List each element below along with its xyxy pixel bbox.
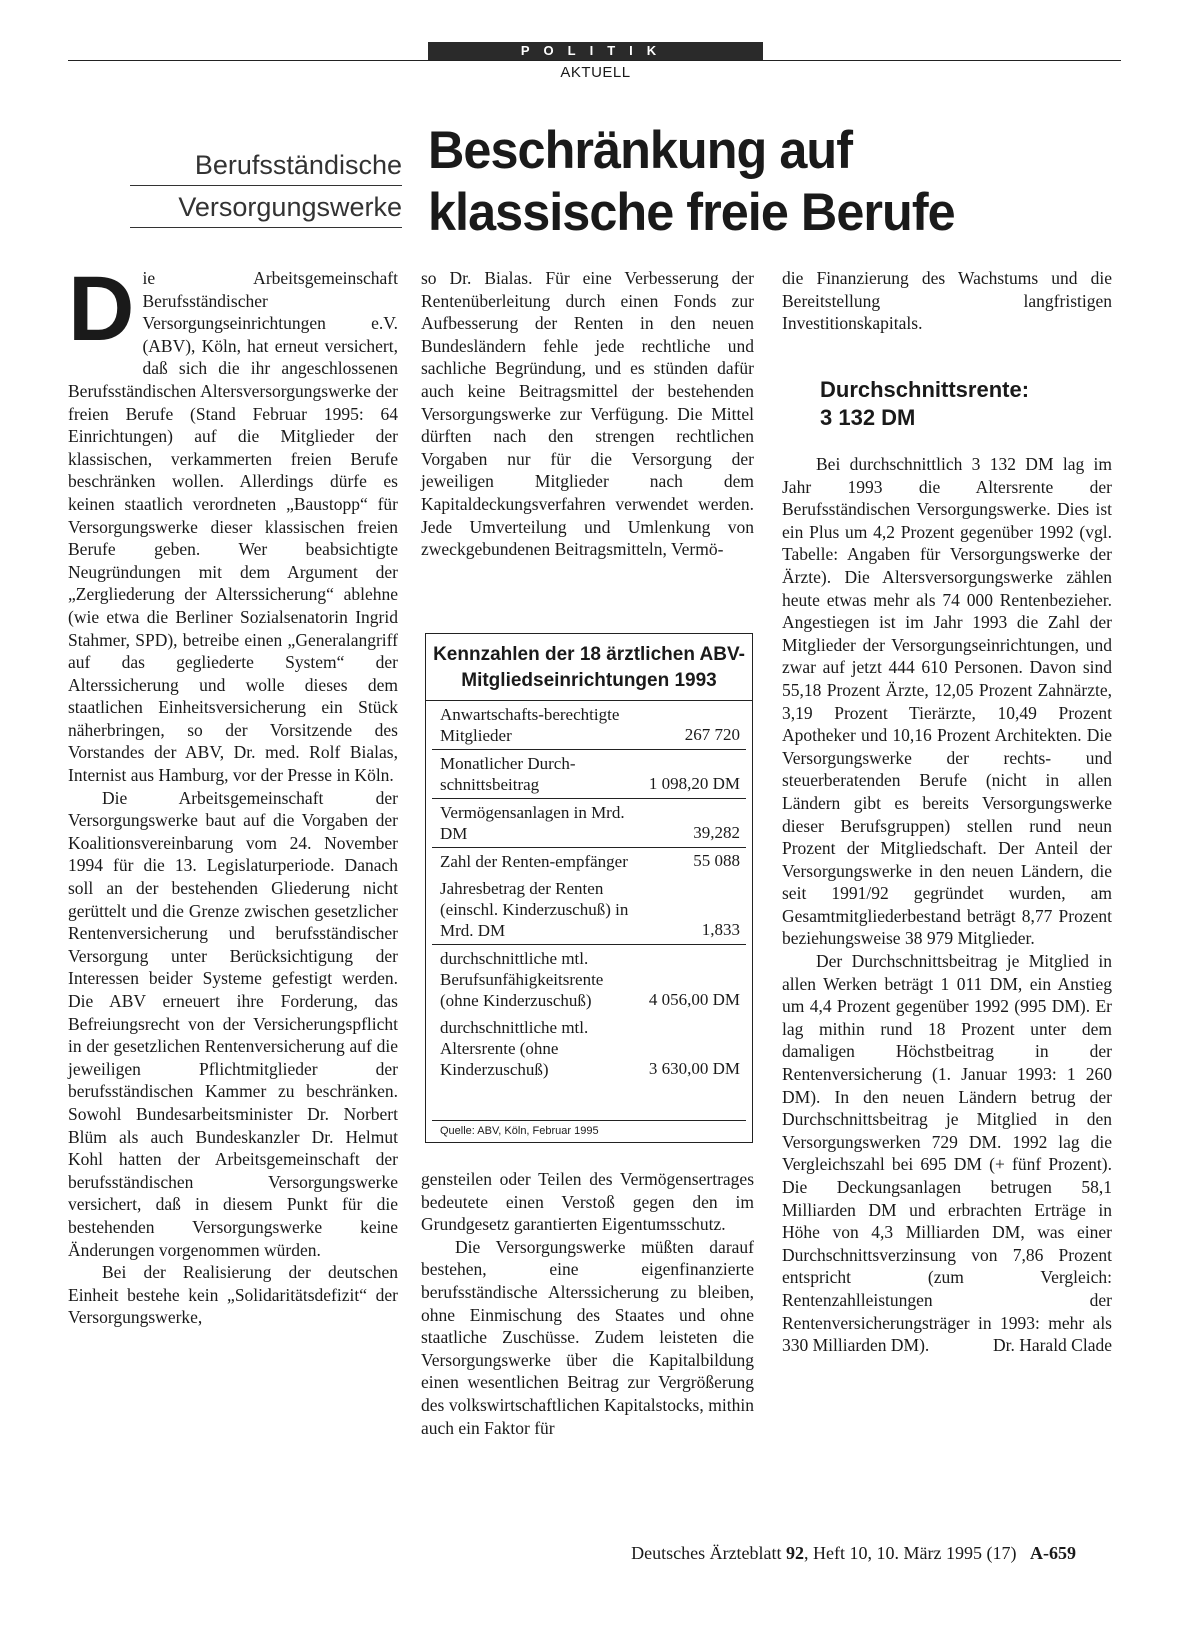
article-column-2-bottom [421, 1168, 754, 1439]
article-column-3-top [782, 267, 1112, 335]
paragraph: die Finanzierung des Wachstums und die Bereitstellung langfristigen Investitionskapitals. [782, 268, 1112, 334]
kicker [130, 150, 402, 228]
fact-row [432, 701, 746, 750]
fact-label: Vermögensanlagen in Mrd. DM [440, 803, 625, 843]
fact-label: Jahresbetrag der Renten (einschl. Kinderzuschuß) in Mrd. DM [440, 879, 629, 940]
fact-box-source: Quelle: ABV, Köln, Februar 1995 [432, 1120, 746, 1142]
paragraph [68, 258, 398, 787]
fact-row [432, 945, 746, 1014]
paragraph [782, 950, 1112, 1357]
fact-label: durchschnittliche mtl. Berufsunfähigkeitsrente (ohne Kinderzuschuß) [440, 949, 604, 1010]
headline-line-2: klassische freie Berufe [428, 183, 955, 242]
fact-row [432, 750, 746, 799]
fact-value: 267 720 [684, 725, 740, 744]
paragraph-text: Der Durchschnittsbeitrag je Mitglied in allen Werken beträgt 1 011 DM, ein Anstieg um 4,4 Prozent gegenüber 1992 (995 DM). Er lag mithin rund 18 Prozent unter dem damaligen Höchstbeitrag in der Rentenversicherung (1. Januar 1993: 1 260 DM). In den neuen Ländern betrug der Durchschnittsbeitrag je Mitglied in den Versorgungswerken 729 DM. 1992 lag die Vergleichszahl bei 695 DM (+ fünf Prozent). Die Deckungsanlagen betrugen 58,1 Milliarden DM und erbrachten Erträge in Höhe von 4,3 Milliarden DM, was einer Durchschnittsverzinsung von 7,86 Prozent entspricht (zum Vergleich: Rentenzahlleistungen der Rentenversicherungsträger in 1993: mehr als 330 Milliarden DM). [782, 951, 1112, 1356]
fact-row [432, 875, 746, 945]
subsection-label: AKTUELL [560, 64, 631, 81]
page-number: A-659 [1030, 1543, 1076, 1563]
paragraph: Bei durchschnittlich 3 132 DM lag im Jahr 1993 die Altersrente der Berufsständischen Versorgungswerke. Dies ist ein Plus um 4,2 Prozent gegenüber 1992 (vgl. Tabelle: Angaben für Versorgungswerke der Ärzte). Die Altersversorgungswerke zählen heute etwas mehr als 74 000 Rentenbezieher. Angestiegen ist im Jahr 1993 die Zahl der Mitglieder der Versorgungseinrichtungen, und zwar auf jetzt 444 610 Personen. Davon sind 55,18 Prozent Ärzte, 12,05 Prozent Zahnärzte, 3,19 Prozent Tierärzte, 10,49 Prozent Apotheker und 10,16 Prozent Architekten. Die Versorgungswerke der rechts- und steuerberatenden Berufe (nicht in allen Ländern gibt es bereits Versorgungswerke dieser Berufsgruppen) stellen rund neun Prozent der Mitgliedschaft. Der Anteil der Versorgungswerke in den neuen Ländern, die seit 1991/92 gegründet wurden, am Gesamtmitgliederbestand beträgt 8,77 Prozent beziehungsweise 38 979 Mitglieder. [782, 454, 1112, 949]
paragraph: so Dr. Bialas. Für eine Verbesserung der Rentenüberleitung durch einen Fonds zur Aufbesserung der Renten in den neuen Bundesländern fehle jede rechtliche und sachliche Begründung, und es stünden dafür auch keine Beitragsmittel der bestehenden Versorgungswerke zur Verfügung. Die Mittel dürften nach den strengen rechtlichen Vorgaben nur für die Versorgung der jeweiligen Mitglieder nach dem Kapitaldeckungsverfahren verwendet werden. Jede Umverteilung und Umlenkung von zweckgebundenen Beitragsmitteln, Vermö- [421, 268, 754, 560]
fact-box-title: Kennzahlen der 18 ärztlichen ABV-Mitgliedseinrichtungen 1993 [426, 634, 752, 701]
subheading-line-1: Durchschnittsrente: [820, 377, 1030, 402]
subheading [820, 376, 1112, 432]
article-column-3-bottom [782, 453, 1112, 1357]
fact-value: 1 098,20 DM [648, 774, 740, 793]
fact-value: 1,833 [701, 920, 740, 939]
fact-row [432, 799, 746, 848]
fact-value: 39,282 [693, 823, 740, 842]
fact-label: Anwartschafts-berechtigte Mitglieder [440, 705, 620, 745]
kicker-line-1: Berufsständische [130, 150, 402, 186]
header-rule [68, 60, 1121, 61]
paragraph: Bei der Realisierung der deutschen Einheit bestehe kein „Solidaritätsdefizit“ der Versorgungswerke, [68, 1262, 398, 1328]
paragraph: Die Versorgungswerke müßten darauf bestehen, eine eigenfinanzierte berufsständische Alterssicherung zu bleiben, ohne Einmischung des Staates und ohne staatliche Zuschüsse. Zudem leisteten die Versorgungswerke über die Kapitalbildung einen wesentlichen Beitrag zur Vergrößerung des volkswirtschaftlichen Kapitalstocks, mithin auch ein Faktor für [421, 1236, 754, 1438]
paragraph-text: ie Arbeitsgemeinschaft Berufsständischer Versorgungseinrichtungen e.V. (ABV), Köln, hat erneut versichert, daß sich die ihr angeschlossenen Berufsständischen Altersversorgungswerke der freien Berufe (Stand Februar 1995: 64 Einrichtungen) auf die Mitglieder der klassischen, verkammerten freien Berufe beschränken wollen. Allerdings dürfe es keinen staatlich verordneten „Baustopp“ für Versorgungswerke dieser klassischen freien Berufe geben. Wer beabsichtigte Neugründungen mit dem Argument der „Zergliederung der Alterssicherung“ ablehne (wie etwa die Berliner Sozialsenatorin Ingrid Stahmer, SPD), betreibe einen „Generalangriff auf das gegliederte System“ der Alterssicherung und wolle dieses dem staatlichen Einheitsversicherung ein Stück näherbringen, so der Vorsitzende des Vorstandes der ABV, Dr. med. Rolf Bialas, Internist aus Hamburg, vor der Presse in Köln. [68, 268, 398, 786]
headline-line-1: Beschränkung auf [428, 121, 853, 180]
fact-row [432, 1014, 746, 1083]
fact-value: 4 056,00 DM [648, 990, 740, 1009]
article-column-1 [68, 258, 398, 1329]
author-signature: Dr. Harald Clade [992, 1335, 1112, 1356]
article-column-2-top [421, 267, 754, 561]
headline [428, 120, 1093, 244]
page-footer [631, 1543, 1076, 1564]
fact-value: 3 630,00 DM [648, 1059, 740, 1078]
fact-value: 55 088 [693, 851, 740, 870]
fact-label: Monatlicher Durch-schnittsbeitrag [440, 754, 576, 794]
kicker-line-2: Versorgungswerke [130, 192, 402, 228]
drop-cap: D [68, 258, 135, 360]
paragraph: gensteilen oder Teilen des Vermögensertrages bedeutete einen Verstoß gegen den im Grundgesetz garantierten Eigentumsschutz. [421, 1169, 754, 1235]
fact-row [432, 848, 746, 875]
issue-info: , Heft 10, 10. März 1995 (17) [804, 1543, 1017, 1563]
subheading-line-2: 3 132 DM [820, 405, 916, 430]
fact-label: Zahl der Renten-empfänger [440, 852, 628, 871]
fact-box [425, 633, 753, 1143]
section-label: POLITIK [428, 42, 763, 60]
fact-label: durchschnittliche mtl. Altersrente (ohne Kinderzuschuß) [440, 1018, 589, 1079]
volume-number: 92 [786, 1543, 805, 1563]
journal-name: Deutsches Ärzteblatt [631, 1543, 782, 1563]
paragraph: Die Arbeitsgemeinschaft der Versorgungswerke baut auf die Vorgaben der Koalitionsvereinbarung vom 24. November 1994 für die 13. Legislaturperiode. Danach soll an der bestehenden Gliederung nicht gerüttelt und die Grenze zwischen gesetzlicher Rentenversicherung und berufsständischer Versorgung unter Berücksichtigung der Interessen beider Systeme gefestigt werden. Die ABV erneuert ihre Forderung, das Befreiungsrecht von der Versicherungspflicht in der gesetzlichen Rentenversicherung auf die jeweiligen Pflichtmitglieder der berufsständischen Kammer zu beschränken. Sowohl Bundesarbeitsminister Dr. Norbert Blüm als auch Bundeskanzler Dr. Helmut Kohl hatten der Arbeitsgemeinschaft der berufsständischen Versorgungswerke versichert, daß in diesem Punkt für die bestehenden Versorgungswerke keine Änderungen vorgenommen würden. [68, 787, 398, 1260]
